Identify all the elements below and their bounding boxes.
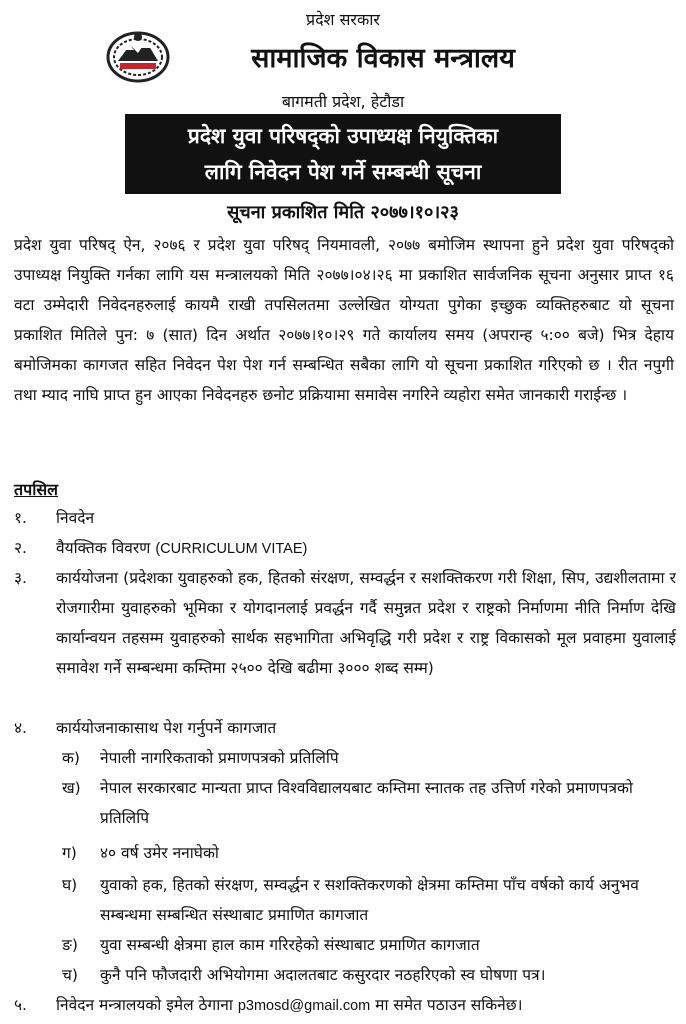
sub-item-label: च) [62,966,78,984]
list-item-text-wrap [56,533,676,564]
intro-paragraph: प्रदेश युवा परिषद् ऐन, २०७६ र प्रदेश युवा परिषद् नियमावली, २०७७ बमोजिम स्थापना हुने प्रदेश युवा परिषद्को उपाध्यक्ष नियुक्ति गर्नका लागि यस मन्त्रालयको मिति २०७७।०४।२६ मा प्रकाशित सार्वजनिक सूचना अनुसार प्राप्त १६ वटा उम्मेदारी निवेदनहरुलाई कायमै राखी तपसिलतमा उल्लेखित योग्यता पुगेका इच्छुक व्यक्तिहरुबाट यो सूचना प्रकाशित मितिले पुन: ७ (सात) दिन अर्थात २०७७।१०।२९ गते कार्यालय समय (अपरान्ह ५:०० बजे) भित्र देहाय बमोजिमका कागजत सहित निवेदन पेश पेश गर्न सम्बन्धित सबैका लागि यो सूचना प्रकाशित गरिएको छ । रीत नपुगी तथा म्याद नाघि प्राप्त हुन आएका निवेदनहरु छनोट प्रक्रियामा समावेस नगरिने व्यहोरा समेत जानकारी गराईन्छ । [14,236,674,404]
list-item-number: ३. [14,569,27,587]
curriculum-vitae-label: (CURRICULUM VITAE) [155,541,308,557]
list-item-2 [0,533,686,563]
sub-item-label: ख) [62,779,81,797]
sub-item-text: युवाको हक, हितको संरक्षण, सम्वर्द्धन र सशक्तिकरणको क्षेत्रमा कम्तिमा पाँच वर्षको कार्य अनुभव सम्बन्धमा सम्बन्धित संस्थाबाट प्रमाणित कागजात [100,876,639,924]
sub-item-text: युवा सम्बन्धी क्षेत्रमा हाल काम गरिरहेको संस्थाबाट प्रमाणित कागजात [100,936,480,954]
sub-item-ga [0,838,686,868]
list-item-text: निवेदन मन्त्रालयको इमेल ठेगाना [56,996,233,1014]
list-item-text: वैयक्तिक विवरण [56,539,151,557]
notice-title-box [125,114,561,194]
sub-item-text: नेपाली नागरिकताको प्रमाणपत्रको प्रतिलिपि [100,749,339,767]
government-label: प्रदेश सरकार [306,10,380,29]
list-item-text: कार्ययोजना (प्रदेशका युवाहरुको हक, हितको संरक्षण, सम्वर्द्धन र सशक्तिकरण गरी शिक्षा, सिप, उद्यशीलतामा र रोजगारीमा युवाहरुको भूमिका र योगदानलाई प्रवर्द्धन गर्दै समुन्नत प्रदेश र राष्ट्रको निर्माणमा नीति निर्माण देखि कार्यान्वयन तहसम्म युवाहरुको सार्थक सहभागिता अभिवृद्धि गरी प्रदेश र राष्ट्र विकासको मूल प्रवाहमा युवालाई समावेश गर्ने सम्बन्धमा कम्तिमा २५०० देखि बढीमा ३००० शब्द सम्म) [56,569,676,677]
list-item-number: ४. [14,719,27,737]
list-item-text: निवदेन [56,509,95,527]
ministry-name: सामाजिक विकास मन्त्रालय [251,43,515,74]
notice-title-line1: प्रदेश युवा परिषद्को उपाध्यक्ष नियुक्तिका [187,124,499,148]
list-item-4 [0,713,686,743]
published-date: सूचना प्रकाशित मिति २०७७।१०।२३ [227,202,459,223]
sub-item-nga [0,930,686,960]
location-label: बागमती प्रदेश, हेटौडा [281,92,405,111]
notice-title-line2: लागि निवेदन पेश गर्ने सम्बन्धी सूचना [204,160,482,184]
list-item-text: कार्ययोजनाकासाथ पेश गर्नुपर्ने कागजात [56,719,277,737]
list-item-text-end: मा समेत पठाउन सकिनेछ। [375,996,523,1014]
list-item-number: १. [14,509,27,527]
list-item-1 [0,503,686,533]
sub-item-ka [0,743,686,773]
sub-item-gha [0,870,686,930]
sub-item-label: घ) [62,876,78,894]
sub-item-label: ग) [62,844,77,862]
list-item-5 [0,990,686,1020]
sub-item-kha [0,773,686,833]
list-item-text-wrap [56,990,676,1021]
list-item-number: ५. [14,996,27,1014]
sub-item-text: ४० वर्ष उमेर ननाघेको [100,844,219,862]
sub-item-text: कुनै पनि फौजदारी अभियोगमा अदालतबाट कसुरदार नठहरिएको स्व घोषणा पत्र। [100,966,546,984]
sub-item-cha [0,960,686,990]
email-address: p3mosd@gmail.com [237,998,371,1014]
tapsil-heading: तपसिल [14,480,59,499]
list-item-number: २. [14,539,27,557]
sub-item-text: नेपाल सरकारबाट मान्यता प्राप्त विश्वविद्यालयबाट कम्तिमा स्नातक तह उत्तिर्ण गरेको प्रमाणपत्रको प्रतिलिपि [100,779,633,827]
sub-item-label: ङ) [62,936,78,954]
list-item-3 [0,563,686,713]
sub-item-label: क) [62,749,80,767]
